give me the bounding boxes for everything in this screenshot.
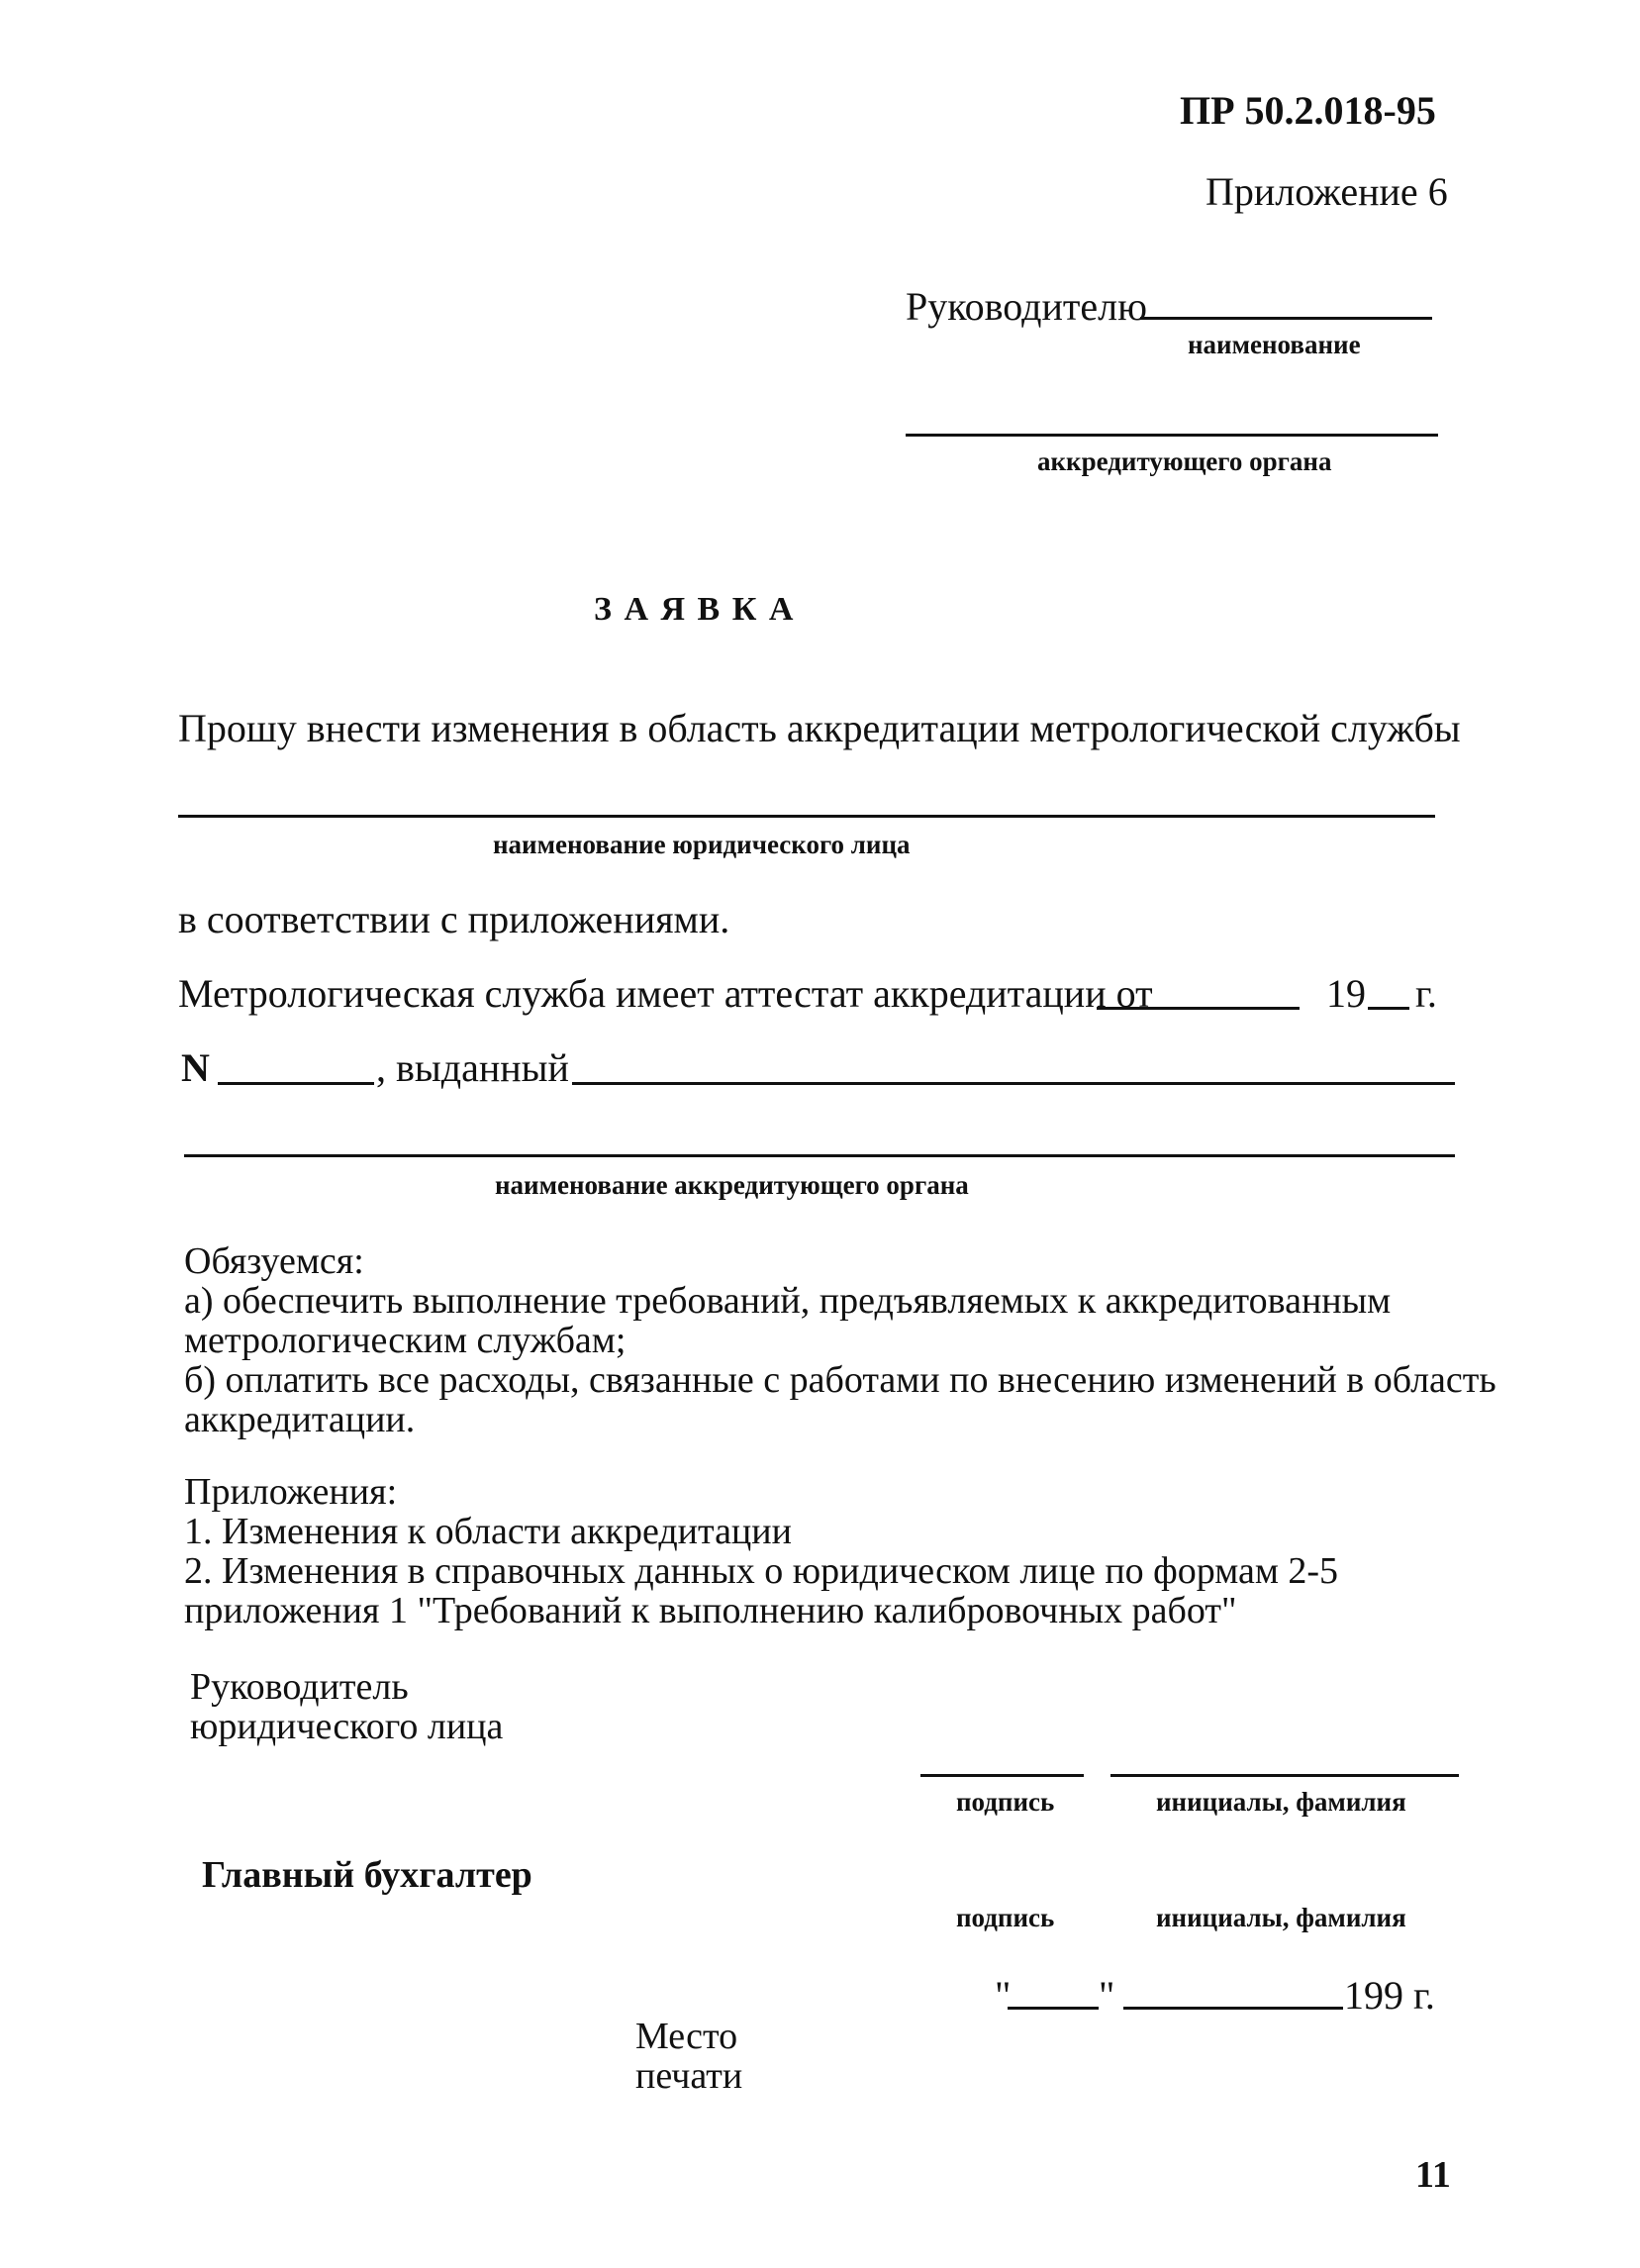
obligations-heading: Обязуемся: [184, 1240, 364, 1282]
attachment-item: приложения 1 "Требований к выполнению калибровочных работ" [184, 1590, 1237, 1631]
stamp-place-line2: печати [635, 2055, 743, 2097]
addressee-body-caption: аккредитующего органа [1037, 446, 1332, 476]
legal-entity-caption: наименование юридического лица [493, 830, 911, 859]
year-prefix: 19 [1326, 971, 1366, 1016]
head-title-line1: Руководитель [190, 1666, 409, 1708]
obligation-item: аккредитации. [184, 1399, 416, 1440]
stamp-place-line1: Место [635, 2016, 738, 2057]
obligation-item: а) обеспечить выполнение требований, предъявляемых к аккредитованным [184, 1280, 1392, 1322]
year-digits-line [1368, 1007, 1409, 1010]
attestat-date-line [1097, 1007, 1300, 1010]
head-title-line2: юридического лица [190, 1706, 504, 1747]
attachment-item: 2. Изменения в справочных данных о юридическом лице по формам 2-5 [184, 1550, 1339, 1592]
attestat-text: Метрологическая служба имеет аттестат аккредитации от [178, 971, 1153, 1016]
obligation-item: метрологическим службам; [184, 1320, 627, 1361]
date-year: 199 г. [1344, 1973, 1435, 2018]
number-label: N [181, 1045, 210, 1090]
date-month-line [1123, 2007, 1343, 2010]
issued-label: , выданный [376, 1045, 569, 1090]
attachment-item: 1. Изменения к области аккредитации [184, 1511, 792, 1552]
appendix-label: Приложение 6 [1206, 169, 1448, 214]
date-day-line [1008, 2007, 1099, 2010]
head-initials-line [1110, 1774, 1459, 1777]
accountant-title: Главный бухгалтер [202, 1854, 532, 1896]
document-code: ПР 50.2.018-95 [1180, 88, 1436, 133]
attachments-heading: Приложения: [184, 1471, 398, 1513]
issued-by-line [572, 1082, 1455, 1085]
head-initials-caption: инициалы, фамилия [1156, 1787, 1406, 1817]
head-signature-line [920, 1774, 1084, 1777]
year-suffix: г. [1415, 971, 1437, 1016]
number-line [218, 1082, 374, 1085]
request-text: Прошу внести изменения в область аккредитации метрологической службы [178, 706, 1461, 750]
addressee-name-line [1140, 317, 1432, 320]
addressee-name-caption: наименование [1188, 330, 1361, 359]
accrediting-body-caption: наименование аккредитующего органа [495, 1170, 969, 1200]
accountant-signature-caption: подпись [956, 1903, 1055, 1932]
addressee-label: Руководителю [906, 284, 1147, 329]
date-quote-open: " [995, 1973, 1012, 2018]
obligation-item: б) оплатить все расходы, связанные с работами по внесению изменений в область [184, 1359, 1496, 1401]
accrediting-body-line [184, 1154, 1455, 1157]
addressee-body-line [906, 434, 1438, 437]
date-quote-close: " [1099, 1973, 1115, 2018]
legal-entity-line [178, 815, 1435, 818]
page-number: 11 [1415, 2154, 1451, 2196]
according-text: в соответствии с приложениями. [178, 897, 730, 941]
accountant-initials-caption: инициалы, фамилия [1156, 1903, 1406, 1932]
document-title: З А Я В К А [594, 591, 796, 628]
head-signature-caption: подпись [956, 1787, 1055, 1817]
